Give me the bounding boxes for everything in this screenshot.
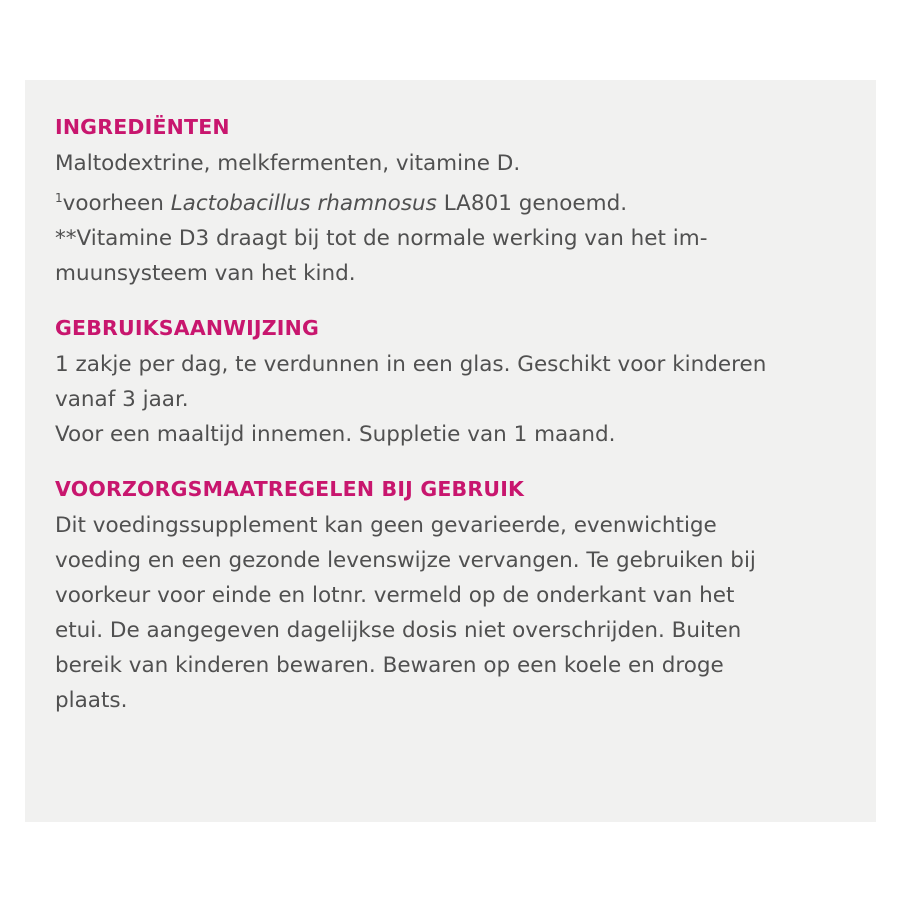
usage-heading: GEBRUIKSAANWIJZING [55,316,319,340]
footnote-marker: 1 [55,191,63,205]
precautions-line-3: voorkeur voor einde en lotnr. vermeld op de onderkant van het [55,583,735,608]
label-text [55,112,855,740]
precautions-line-1: Dit voedingssupplement kan geen gevarieerde, evenwichtige [55,513,717,538]
usage-line-2: vanaf 3 jaar. [55,387,189,412]
ingredients-section [55,112,855,291]
precautions-line-4: etui. De aangegeven dagelijkse dosis niet overschrijden. Buiten [55,618,742,643]
precautions-line-2: voeding en een gezonde levenswijze vervangen. Te gebruiken bij [55,548,756,573]
footnote-suffix: LA801 genoemd. [436,191,628,216]
precautions-line-5: bereik van kinderen bewaren. Bewaren op een koele en droge [55,653,724,678]
vitamin-claim-line-2: muunsysteem van het kind. [55,261,356,286]
vitamin-claim-line-1: **Vitamine D3 draagt bij tot de normale werking van het im- [55,226,708,251]
precautions-heading: VOORZORGSMAATREGELEN BIJ GEBRUIK [55,477,525,501]
ingredients-footnote [55,181,855,221]
usage-line-3: Voor een maaltijd innemen. Suppletie van 1 maand. [55,422,616,447]
label-panel [25,80,876,822]
usage-section [55,313,855,452]
ingredients-heading: INGREDIËNTEN [55,115,230,139]
precautions-line-6: plaats. [55,688,128,713]
usage-line-1: 1 zakje per dag, te verdunnen in een glas. Geschikt voor kinderen [55,352,767,377]
footnote-species: Lactobacillus rhamnosus [170,191,437,216]
ingredients-list: Maltodextrine, melkfermenten, vitamine D. [55,151,521,176]
precautions-section [55,474,855,718]
footnote-prefix: voorheen [62,191,171,216]
